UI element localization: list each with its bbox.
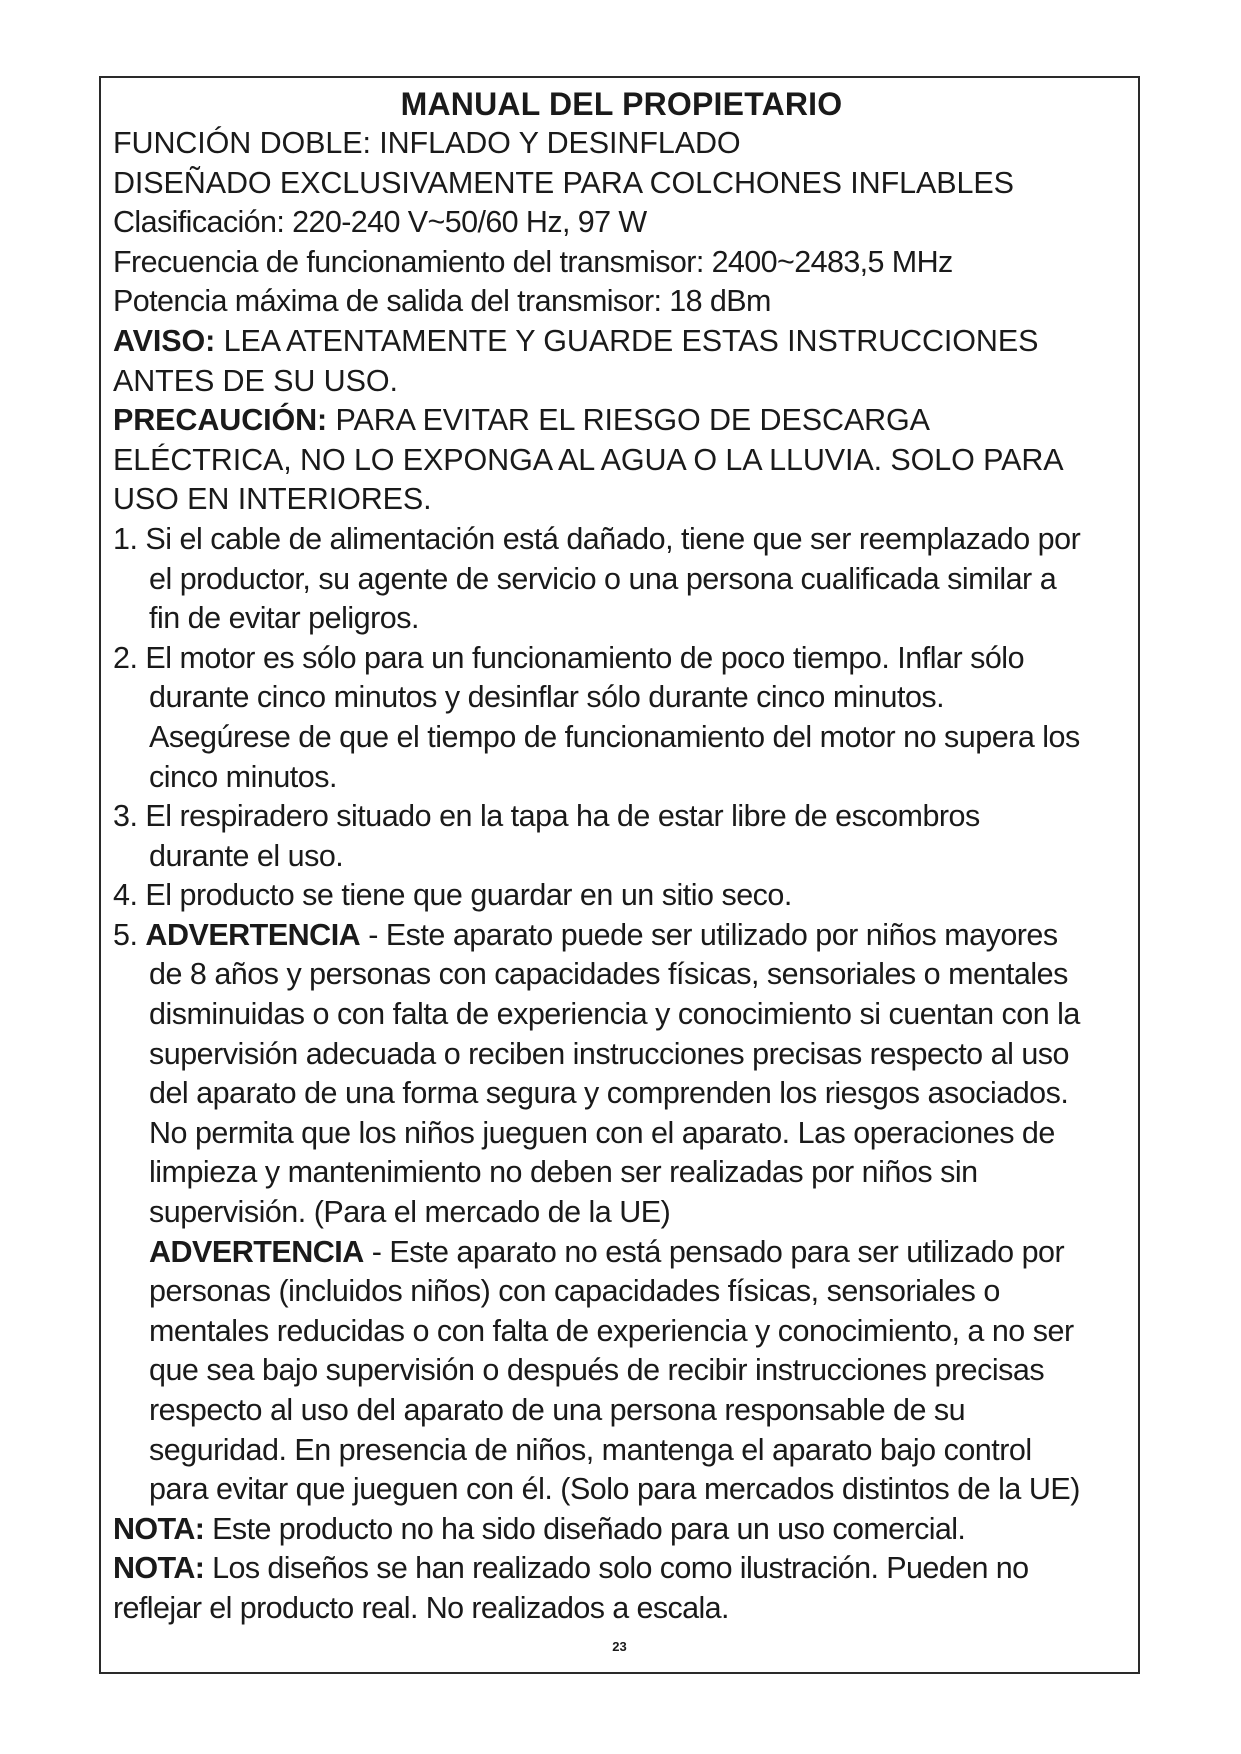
manual-content: [113, 84, 1130, 1629]
second-warning-line: mentales reducidas o con falta de experiencia y conocimiento, a no ser: [149, 1313, 1074, 1348]
precaucion-line-1: [113, 401, 1130, 441]
second-warning-line: respecto al uso del aparato de una persona responsable de su: [149, 1393, 966, 1427]
nota-text: Este producto no ha sido diseñado para un uso comercial.: [204, 1511, 966, 1546]
second-warning-first-line: [149, 1233, 1130, 1273]
spec-power: Potencia máxima de salida del transmisor: 18 dBm: [113, 284, 771, 319]
second-warning-line: seguridad. En presencia de niños, mantenga el aparato bajo control: [149, 1432, 1032, 1467]
list-item-5-line: supervisión adecuada o reciben instrucciones precisas respecto al uso: [149, 1036, 1070, 1071]
aviso-line-1: [113, 322, 1130, 362]
list-item-5-line: limpieza y mantenimiento no deben ser realizadas por niños sin: [149, 1155, 978, 1190]
list-item-5-line: del aparato de una forma segura y comprenden los riesgos asociados.: [149, 1076, 1069, 1111]
nota-label: NOTA:: [113, 1551, 205, 1586]
second-warning-line: para evitar que jueguen con él. (Solo para mercados distintos de la UE): [149, 1472, 1080, 1507]
precaucion-line-2: ELÉCTRICA, NO LO EXPONGA AL AGUA O LA LLUVIA. SOLO PARA: [113, 442, 1064, 477]
list-item-2-line: Asegúrese de que el tiempo de funcionamiento del motor no supera los: [149, 719, 1080, 754]
list-item-4: [113, 876, 1130, 916]
list-item-3-line: 3. El respiradero situado en la tapa ha de estar libre de escombros: [113, 799, 980, 834]
second-warning-line: que sea bajo supervisión o después de recibir instrucciones precisas: [149, 1353, 1045, 1388]
list-item-2-line: cinco minutos.: [149, 759, 337, 794]
list-item-4-line: 4. El producto se tiene que guardar en un sitio seco.: [113, 878, 792, 913]
list-item-5: [113, 916, 1130, 1233]
list-item-1-line: fin de evitar peligros.: [149, 601, 419, 636]
list-item-5-first-text: - Este aparato puede ser utilizado por niños mayores: [360, 917, 1058, 952]
aviso-label: AVISO:: [113, 323, 216, 358]
list-item-5-line: supervisión. (Para el mercado de la UE): [149, 1195, 671, 1230]
list-item-5-first-line: [113, 916, 1130, 956]
list-item-5-number: 5.: [113, 917, 146, 952]
list-item-1-line: 1. Si el cable de alimentación está dañado, tiene que ser reemplazado por: [113, 521, 1081, 556]
precaucion-label: PRECAUCIÓN:: [113, 403, 328, 438]
list-item-2-line: 2. El motor es sólo para un funcionamiento de poco tiempo. Inflar sólo: [113, 640, 1025, 675]
nota-line-illustration-2: reflejar el producto real. No realizados a escala.: [113, 1590, 729, 1625]
header-line-exclusive-design: DISEÑADO EXCLUSIVAMENTE PARA COLCHONES INFLABLES: [113, 165, 1014, 200]
aviso-text-1: LEA ATENTAMENTE Y GUARDE ESTAS INSTRUCCIONES: [215, 323, 1039, 358]
nota-text: Los diseños se han realizado solo como ilustración. Pueden no: [204, 1551, 1029, 1586]
page-title: MANUAL DEL PROPIETARIO: [400, 86, 843, 122]
precaucion-text-1: PARA EVITAR EL RIESGO DE DESCARGA: [327, 403, 930, 438]
nota-label: NOTA:: [113, 1511, 205, 1546]
spec-rating: Clasificación: 220-240 V~50/60 Hz, 97 W: [113, 205, 647, 240]
page-border: [99, 76, 1140, 1674]
warning-label: ADVERTENCIA: [145, 917, 361, 952]
nota-line-illustration-1: [113, 1549, 1130, 1589]
spec-frequency: Frecuencia de funcionamiento del transmisor: 2400~2483,5 MHz: [113, 244, 953, 279]
list-item-5-line: disminuidas o con falta de experiencia y conocimiento si cuentan con la: [149, 997, 1080, 1032]
list-item-5-line: No permita que los niños jueguen con el aparato. Las operaciones de: [149, 1115, 1055, 1150]
second-warning-first-text: - Este aparato no está pensado para ser utilizado por: [363, 1234, 1065, 1269]
aviso-line-2: ANTES DE SU USO.: [113, 363, 398, 398]
list-item-2-line: durante cinco minutos y desinflar sólo durante cinco minutos.: [149, 680, 945, 715]
header-line-dual-function: FUNCIÓN DOBLE: INFLADO Y DESINFLADO: [113, 126, 741, 160]
page-number: 23: [612, 1639, 627, 1654]
list-item-2: [113, 639, 1130, 797]
list-item-3-line: durante el uso.: [149, 838, 344, 873]
second-warning-line: personas (incluidos niños) con capacidades físicas, sensoriales o: [149, 1274, 1000, 1309]
warning-label: ADVERTENCIA: [149, 1234, 364, 1269]
list-item-1: [113, 520, 1130, 639]
list-item-3: [113, 797, 1130, 876]
list-item-5-line: de 8 años y personas con capacidades físicas, sensoriales o mentales: [149, 957, 1068, 992]
precaucion-line-3: USO EN INTERIORES.: [113, 482, 432, 517]
list-item-5-second-warning: [113, 1233, 1130, 1510]
nota-line-commercial: [113, 1510, 1130, 1550]
list-item-1-line: el productor, su agente de servicio o una persona cualificada similar a: [149, 561, 1057, 596]
